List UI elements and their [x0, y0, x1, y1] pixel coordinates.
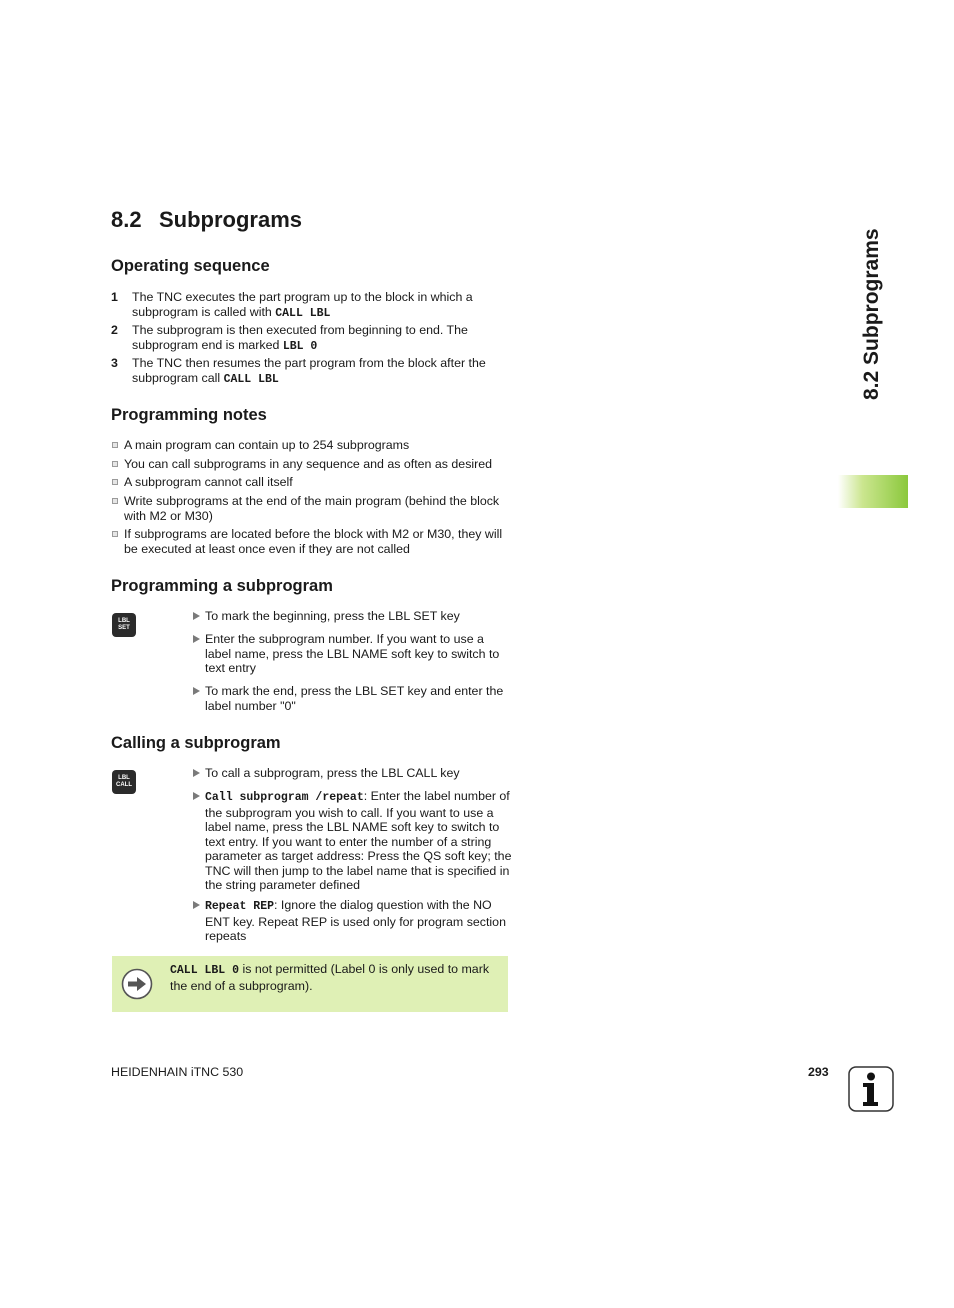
footer-product: HEIDENHAIN iTNC 530: [111, 1065, 244, 1079]
step-item: Call subprogram /repeat: Enter the label number of the subprogram you wish to call. If you want to use a label name, press the LBL NAME soft key to switch to text entry. If you want to enter the number of a string parameter as target address: Press the QS soft key; the TNC will then jump to the label name that is specified in the string parameter defined: [193, 789, 513, 893]
lbl-call-key-icon: LBL CALL: [112, 770, 136, 794]
bullet-square-icon: [112, 531, 118, 537]
heading-programming-subprogram: Programming a subprogram: [111, 577, 333, 595]
step-item: To mark the beginning, press the LBL SET key: [193, 609, 513, 624]
step-arrow-icon: [193, 612, 200, 620]
info-icon: [848, 1066, 894, 1112]
list-item: A subprogram cannot call itself: [111, 475, 511, 490]
step-item: To call a subprogram, press the LBL CALL key: [193, 766, 513, 781]
page-number: 293: [808, 1065, 829, 1079]
list-item: 3 The TNC then resumes the part program from the block after the subprogram call CALL LBL: [111, 356, 486, 386]
list-item: Write subprograms at the end of the main program (behind the block with M2 or M30): [111, 494, 511, 523]
arrow-right-icon: [121, 968, 153, 1000]
bullet-square-icon: [112, 479, 118, 485]
bullet-square-icon: [112, 498, 118, 504]
bullet-square-icon: [112, 461, 118, 467]
step-arrow-icon: [193, 769, 200, 777]
list-item: 1 The TNC executes the part program up to the block in which a subprogram is called with CALL LBL: [111, 290, 473, 320]
side-chapter-title: 8.2 Subprograms: [860, 228, 883, 400]
step-item: Enter the subprogram number. If you want to use a label name, press the LBL NAME soft key to switch to text entry: [193, 632, 513, 676]
page-title: [111, 207, 302, 233]
heading-operating-sequence: Operating sequence: [111, 257, 270, 275]
step-item: To mark the end, press the LBL SET key and enter the label number "0": [193, 684, 513, 713]
chapter-tab-marker: [838, 475, 908, 508]
list-item: A main program can contain up to 254 subprograms: [111, 438, 511, 453]
step-arrow-icon: [193, 635, 200, 643]
step-arrow-icon: [193, 687, 200, 695]
step-arrow-icon: [193, 792, 200, 800]
section-title: Subprograms: [159, 207, 303, 232]
step-arrow-icon: [193, 901, 200, 909]
list-item: You can call subprograms in any sequence and as often as desired: [111, 457, 511, 472]
step-item: Repeat REP: Ignore the dialog question with the NO ENT key. Repeat REP is used only for program section repeats: [193, 898, 513, 944]
heading-calling-subprogram: Calling a subprogram: [111, 734, 281, 752]
heading-programming-notes: Programming notes: [111, 406, 267, 424]
list-item: If subprograms are located before the block with M2 or M30, they will be executed at least once even if they are not called: [111, 527, 511, 556]
note-text: CALL LBL 0 is not permitted (Label 0 is only used to mark the end of a subprogram).: [170, 962, 490, 993]
list-item: 2 The subprogram is then executed from beginning to end. The subprogram end is marked LBL 0: [111, 323, 468, 353]
bullet-square-icon: [112, 442, 118, 448]
section-number: 8.2: [111, 207, 142, 232]
note-box: [112, 956, 508, 1012]
lbl-set-key-icon: LBL SET: [112, 613, 136, 637]
